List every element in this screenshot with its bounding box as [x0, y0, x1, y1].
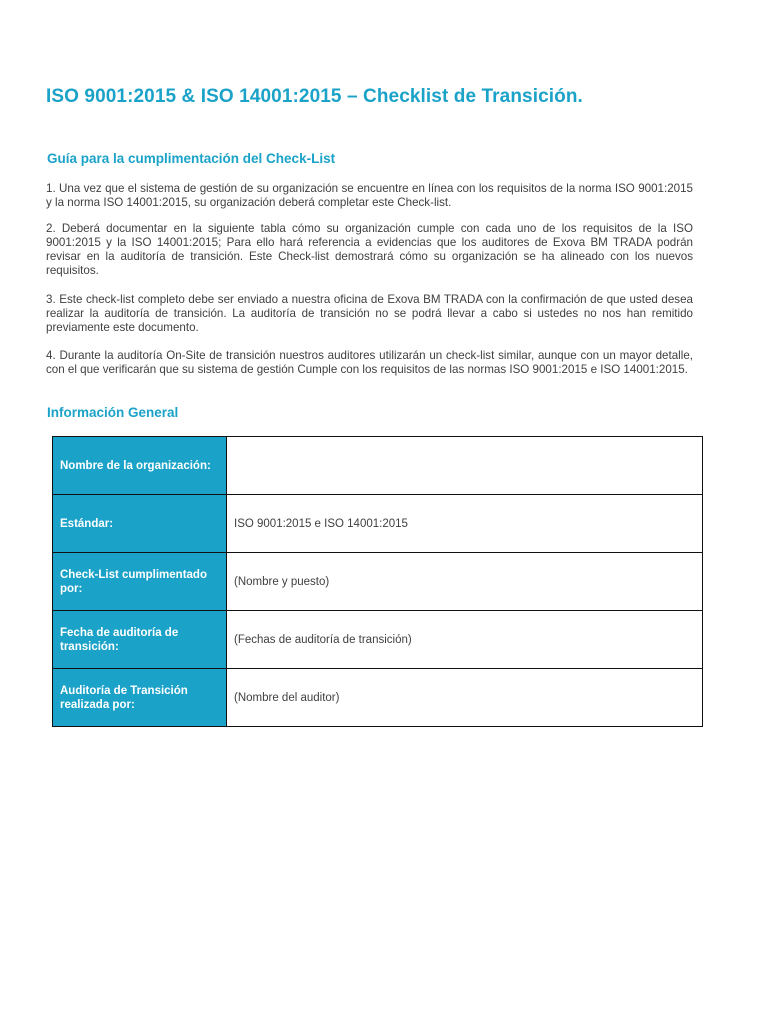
completed-by-field[interactable]: (Nombre y puesto) — [227, 553, 703, 611]
table-row-standard — [53, 495, 703, 553]
standard-label: Estándar: — [53, 495, 227, 553]
audit-date-field[interactable]: (Fechas de auditoría de transición) — [227, 611, 703, 669]
table-row-organization-name — [53, 437, 703, 495]
organization-name-field[interactable] — [227, 437, 703, 495]
audit-date-label: Fecha de auditoría de transición: — [53, 611, 227, 669]
general-info-heading: Información General — [47, 405, 179, 420]
auditor-field[interactable]: (Nombre del auditor) — [227, 669, 703, 727]
standard-field[interactable]: ISO 9001:2015 e ISO 14001:2015 — [227, 495, 703, 553]
table-row-audit-date — [53, 611, 703, 669]
table-row-auditor — [53, 669, 703, 727]
table-row-completed-by — [53, 553, 703, 611]
completed-by-label: Check-List cumplimentado por: — [53, 553, 227, 611]
guide-heading: Guía para la cumplimentación del Check-List — [47, 151, 336, 166]
guide-paragraph-1: 1. Una vez que el sistema de gestión de su organización se encuentre en línea con los requisitos de la norma ISO 9001:2015 y la norma ISO 14001:2015, su organización deberá completar este Check-list. — [46, 182, 693, 209]
guide-paragraph-2: 2. Deberá documentar en la siguiente tabla cómo su organización cumple con cada uno de los requisitos de la ISO 9001:2015 y la ISO 14001:2015; Para ello hará referencia a evidencias que los auditores de Exova BM TRADA podrán revisar en la auditoría de transición. Este Check-list demostrará cómo su organización se ha alineado con los nuevos requisitos. — [46, 222, 693, 277]
guide-paragraph-4: 4. Durante la auditoría On-Site de transición nuestros auditores utilizarán un check-list similar, aunque con un mayor detalle, con el que verificarán que su sistema de gestión Cumple con los requisitos de las normas ISO 9001:2015 e ISO 14001:2015. — [46, 349, 693, 376]
document-title: ISO 9001:2015 & ISO 14001:2015 – Checklist de Transición. — [46, 86, 583, 107]
auditor-label: Auditoría de Transición realizada por: — [53, 669, 227, 727]
organization-name-label: Nombre de la organización: — [53, 437, 227, 495]
guide-paragraph-3: 3. Este check-list completo debe ser enviado a nuestra oficina de Exova BM TRADA con la confirmación de que usted desea realizar la auditoría de transición. La auditoría de transición no se podrá llevar a cabo si ustedes no nos han remitido previamente este documento. — [46, 293, 693, 334]
general-info-table — [52, 436, 703, 727]
